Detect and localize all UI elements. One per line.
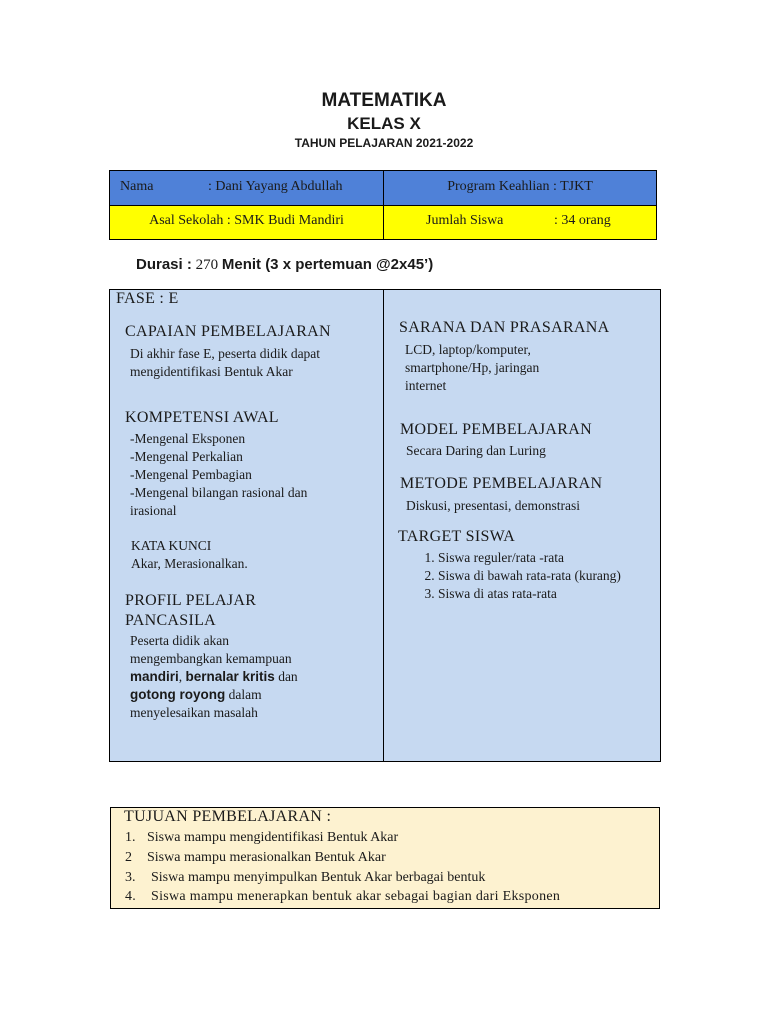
profil-line-1: Peserta didik akan xyxy=(130,633,229,648)
metode-title: METODE PEMBELAJARAN xyxy=(400,475,603,492)
list-item xyxy=(125,829,398,847)
name-cell xyxy=(109,170,384,206)
objective-number: 3. xyxy=(125,870,136,885)
program-cell: Program Keahlian : TJKT xyxy=(383,170,657,206)
sarana-line-1: LCD, laptop/komputer, xyxy=(405,342,531,357)
phase-label: FASE : E xyxy=(116,290,179,307)
list-item: irasional xyxy=(130,503,177,518)
name-value: : Dani Yayang Abdullah xyxy=(208,179,343,194)
target-title: TARGET SISWA xyxy=(398,528,516,545)
model-text: Secara Daring dan Luring xyxy=(406,443,546,458)
sarana-line-3: internet xyxy=(405,378,447,393)
capaian-text xyxy=(130,345,320,381)
profil-title-line-1: PROFIL PELAJAR xyxy=(125,592,257,609)
kompetensi-list xyxy=(130,430,307,520)
kata-kunci-title: KATA KUNCI xyxy=(131,538,212,553)
profil-line-2: mengembangkan kemampuan xyxy=(130,651,292,666)
academic-year: TAHUN PELAJARAN 2021-2022 xyxy=(294,136,474,150)
student-count-value: : 34 orang xyxy=(554,213,611,228)
objective-number: 2 xyxy=(125,850,132,865)
duration xyxy=(136,256,433,274)
kata-kunci-text: Akar, Merasionalkan. xyxy=(131,556,248,571)
school-cell: Asal Sekolah : SMK Budi Mandiri xyxy=(109,205,384,240)
list-item: -Mengenal bilangan rasional dan xyxy=(130,485,308,500)
objective-text: Siswa mampu merasionalkan Bentuk Akar xyxy=(147,850,386,865)
sarana-text xyxy=(405,341,539,395)
page-title: MATEMATIKA xyxy=(321,90,447,111)
student-count-label: Jumlah Siswa xyxy=(426,213,504,228)
capaian-title: CAPAIAN PEMBELAJARAN xyxy=(125,323,331,340)
list-item: 1. Siswa reguler/rata -rata xyxy=(438,549,636,567)
profil-bold-mandiri: mandiri xyxy=(130,669,179,684)
list-item: -Mengenal Eksponen xyxy=(130,431,246,446)
list-item: 3. Siswa di atas rata-rata xyxy=(438,585,636,603)
student-count-cell xyxy=(383,205,657,240)
duration-number: 270 xyxy=(195,257,219,273)
duration-label: Durasi : xyxy=(136,256,192,273)
objective-text: Siswa mampu menyimpulkan Bentuk Akar berbagai bentuk xyxy=(151,870,486,885)
list-item xyxy=(125,869,485,887)
duration-detail: Menit (3 x pertemuan @2x45’) xyxy=(221,256,434,273)
class-title: KELAS X xyxy=(347,114,421,133)
kata-kunci xyxy=(131,537,248,573)
profil-text xyxy=(130,632,298,722)
profil-title-line-2: PANCASILA xyxy=(125,612,217,629)
target-list xyxy=(416,549,636,603)
profil-title xyxy=(125,591,256,631)
sarana-title: SARANA DAN PRASARANA xyxy=(399,319,610,336)
sarana-line-2: smartphone/Hp, jaringan xyxy=(405,360,540,375)
panel-divider xyxy=(383,289,384,762)
objective-text: Siswa mampu menerapkan bentuk akar sebagai bagian dari Eksponen xyxy=(151,889,561,904)
kompetensi-title: KOMPETENSI AWAL xyxy=(125,409,279,426)
capaian-line-2: mengidentifikasi Bentuk Akar xyxy=(130,364,293,379)
list-item xyxy=(125,849,386,867)
profil-dalam: dalam xyxy=(225,687,262,702)
list-item xyxy=(125,888,560,906)
objective-text: Siswa mampu mengidentifikasi Bentuk Akar xyxy=(147,830,399,845)
list-item: 2. Siswa di bawah rata-rata (kurang) xyxy=(438,567,636,585)
list-item: -Mengenal Pembagian xyxy=(130,467,252,482)
profil-bold-gotong: gotong royong xyxy=(130,687,226,702)
name-label: Nama xyxy=(120,179,154,194)
objectives-title: TUJUAN PEMBELAJARAN : xyxy=(124,808,332,825)
profil-line-4 xyxy=(130,686,298,704)
profil-line-3 xyxy=(130,668,298,686)
capaian-line-1: Di akhir fase E, peserta didik dapat xyxy=(130,346,321,361)
profil-comma: , xyxy=(178,669,186,684)
learning-objectives-box xyxy=(110,807,660,909)
list-item: -Mengenal Perkalian xyxy=(130,449,243,464)
objective-number: 4. xyxy=(125,889,137,904)
metode-text: Diskusi, presentasi, demonstrasi xyxy=(406,498,580,513)
profil-dan: dan xyxy=(274,669,298,684)
objective-number: 1. xyxy=(125,830,136,845)
profil-line-5: menyelesaikan masalah xyxy=(130,705,258,720)
model-title: MODEL PEMBELAJARAN xyxy=(400,421,592,438)
profil-bold-bernalar: bernalar kritis xyxy=(185,669,275,684)
